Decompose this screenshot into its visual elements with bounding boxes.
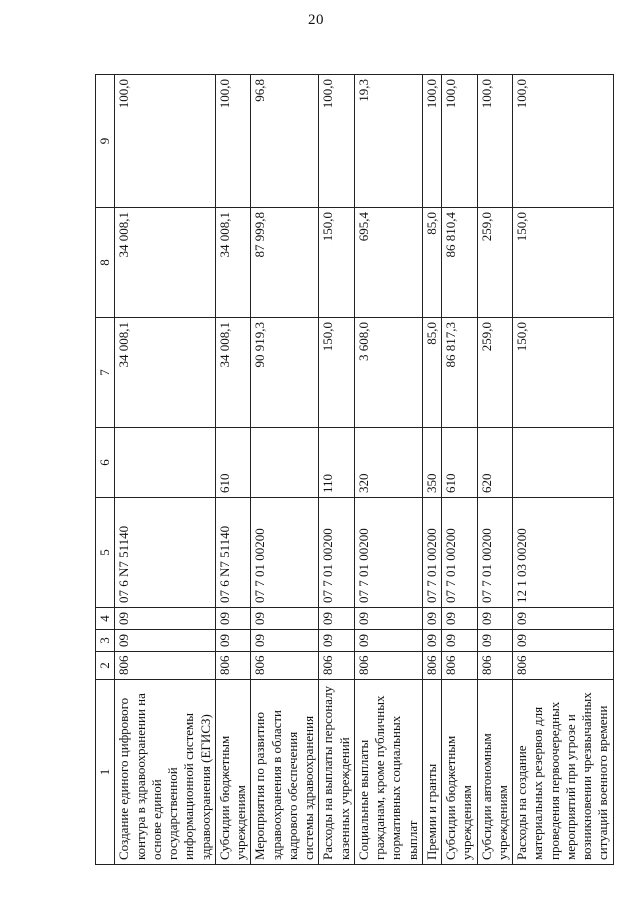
column-header-6: 6 xyxy=(96,428,115,498)
section-cell: 09 xyxy=(442,630,478,652)
target-article-cell: 12 1 03 00200 xyxy=(513,498,614,608)
subsection-cell: 09 xyxy=(354,608,422,630)
description-cell: Субсидии автономным учреждениям xyxy=(477,680,513,865)
table-row xyxy=(513,75,614,865)
planned-amount-cell: 150,0 xyxy=(319,318,355,428)
section-cell: 09 xyxy=(477,630,513,652)
table-row xyxy=(319,75,355,865)
table-row xyxy=(251,75,319,865)
planned-amount-cell: 150,0 xyxy=(513,318,614,428)
subsection-cell: 09 xyxy=(251,608,319,630)
description-cell: Мероприятия по развитию здравоохранения в области кадрового обеспечения системы здравоохранения xyxy=(251,680,319,865)
description-cell: Субсидии бюджетным учреждениям xyxy=(215,680,251,865)
ministry-code-cell: 806 xyxy=(513,652,614,680)
executed-amount-cell: 695,4 xyxy=(354,208,422,318)
description-cell: Расходы на создание материальных резервов для проведения первоочередных мероприятий при угрозе и возникновении чрезвычайных ситуаций военного времени xyxy=(513,680,614,865)
ministry-code-cell: 806 xyxy=(215,652,251,680)
target-article-cell: 07 6 N7 51140 xyxy=(215,498,251,608)
expense-type-cell: 610 xyxy=(442,428,478,498)
subsection-cell: 09 xyxy=(513,608,614,630)
planned-amount-cell: 85,0 xyxy=(422,318,441,428)
column-header-8: 8 xyxy=(96,208,115,318)
section-cell: 09 xyxy=(319,630,355,652)
target-article-cell: 07 7 01 00200 xyxy=(354,498,422,608)
column-header-2: 2 xyxy=(96,652,115,680)
table-body xyxy=(115,75,613,865)
ministry-code-cell: 806 xyxy=(319,652,355,680)
ministry-code-cell: 806 xyxy=(442,652,478,680)
column-header-9: 9 xyxy=(96,75,115,208)
column-header-4: 4 xyxy=(96,608,115,630)
executed-amount-cell: 86 810,4 xyxy=(442,208,478,318)
table-header-row xyxy=(96,75,115,865)
executed-amount-cell: 34 008,1 xyxy=(215,208,251,318)
subsection-cell: 09 xyxy=(215,608,251,630)
description-cell: Расходы на выплаты персоналу казенных учреждений xyxy=(319,680,355,865)
ministry-code-cell: 806 xyxy=(251,652,319,680)
table-row xyxy=(115,75,216,865)
description-cell: Премии и гранты xyxy=(422,680,441,865)
percent-cell: 19,3 xyxy=(354,75,422,208)
planned-amount-cell: 3 608,0 xyxy=(354,318,422,428)
table-row xyxy=(354,75,422,865)
planned-amount-cell: 34 008,1 xyxy=(115,318,216,428)
target-article-cell: 07 7 01 00200 xyxy=(442,498,478,608)
expense-type-cell: 350 xyxy=(422,428,441,498)
executed-amount-cell: 34 008,1 xyxy=(115,208,216,318)
planned-amount-cell: 259,0 xyxy=(477,318,513,428)
rotated-table-container xyxy=(95,75,611,865)
percent-cell: 100,0 xyxy=(115,75,216,208)
executed-amount-cell: 150,0 xyxy=(319,208,355,318)
executed-amount-cell: 259,0 xyxy=(477,208,513,318)
subsection-cell: 09 xyxy=(442,608,478,630)
table-row xyxy=(422,75,441,865)
section-cell: 09 xyxy=(115,630,216,652)
column-header-3: 3 xyxy=(96,630,115,652)
ministry-code-cell: 806 xyxy=(354,652,422,680)
budget-table xyxy=(95,74,614,865)
executed-amount-cell: 85,0 xyxy=(422,208,441,318)
planned-amount-cell: 86 817,3 xyxy=(442,318,478,428)
expense-type-cell: 320 xyxy=(354,428,422,498)
ministry-code-cell: 806 xyxy=(477,652,513,680)
percent-cell: 96,8 xyxy=(251,75,319,208)
column-header-7: 7 xyxy=(96,318,115,428)
expense-type-cell xyxy=(115,428,216,498)
target-article-cell: 07 7 01 00200 xyxy=(319,498,355,608)
ministry-code-cell: 806 xyxy=(115,652,216,680)
section-cell: 09 xyxy=(513,630,614,652)
percent-cell: 100,0 xyxy=(319,75,355,208)
description-cell: Социальные выплаты гражданам, кроме публичных нормативных социальных выплат xyxy=(354,680,422,865)
section-cell: 09 xyxy=(422,630,441,652)
percent-cell: 100,0 xyxy=(513,75,614,208)
executed-amount-cell: 150,0 xyxy=(513,208,614,318)
percent-cell: 100,0 xyxy=(215,75,251,208)
percent-cell: 100,0 xyxy=(477,75,513,208)
column-header-1: 1 xyxy=(96,680,115,865)
description-cell: Субсидии бюджетным учреждениям xyxy=(442,680,478,865)
expense-type-cell: 610 xyxy=(215,428,251,498)
percent-cell: 100,0 xyxy=(442,75,478,208)
page-number: 20 xyxy=(308,12,324,28)
target-article-cell: 07 7 01 00200 xyxy=(477,498,513,608)
expense-type-cell: 620 xyxy=(477,428,513,498)
section-cell: 09 xyxy=(354,630,422,652)
description-cell: Создание единого цифрового контура в здравоохранении на основе единой государственной информационной системы здравоохранения (ЕГИСЗ) xyxy=(115,680,216,865)
planned-amount-cell: 34 008,1 xyxy=(215,318,251,428)
subsection-cell: 09 xyxy=(115,608,216,630)
ministry-code-cell: 806 xyxy=(422,652,441,680)
section-cell: 09 xyxy=(251,630,319,652)
subsection-cell: 09 xyxy=(319,608,355,630)
table-row xyxy=(215,75,251,865)
target-article-cell: 07 7 01 00200 xyxy=(251,498,319,608)
section-cell: 09 xyxy=(215,630,251,652)
target-article-cell: 07 7 01 00200 xyxy=(422,498,441,608)
column-header-5: 5 xyxy=(96,498,115,608)
subsection-cell: 09 xyxy=(422,608,441,630)
expense-type-cell: 110 xyxy=(319,428,355,498)
expense-type-cell xyxy=(251,428,319,498)
planned-amount-cell: 90 919,3 xyxy=(251,318,319,428)
target-article-cell: 07 6 N7 51140 xyxy=(115,498,216,608)
table-row xyxy=(442,75,478,865)
expense-type-cell xyxy=(513,428,614,498)
executed-amount-cell: 87 999,8 xyxy=(251,208,319,318)
table-row xyxy=(477,75,513,865)
percent-cell: 100,0 xyxy=(422,75,441,208)
subsection-cell: 09 xyxy=(477,608,513,630)
